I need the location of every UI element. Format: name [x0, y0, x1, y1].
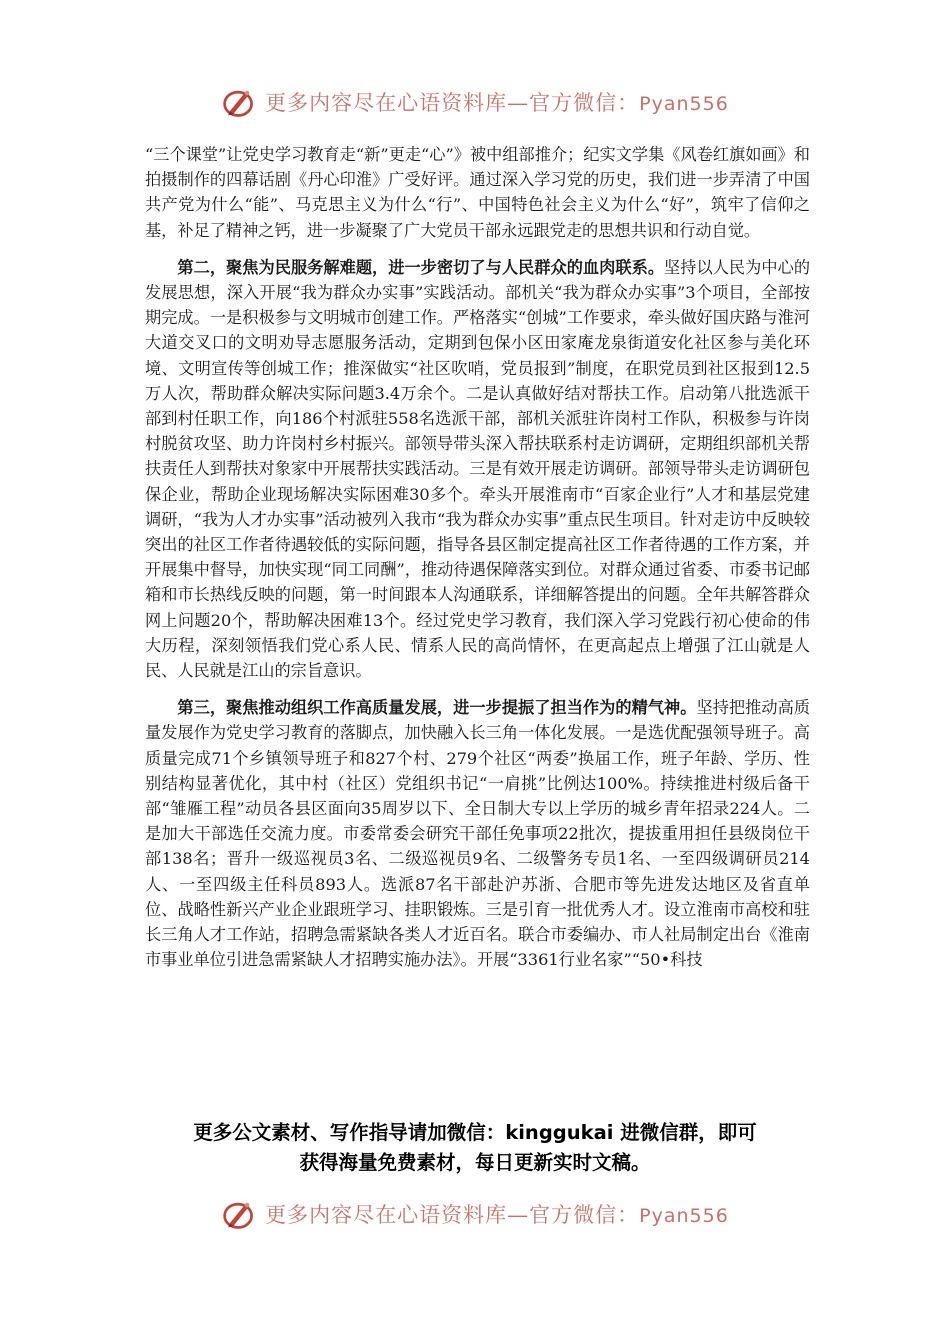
header-banner [0, 80, 950, 124]
banner-text [265, 87, 729, 117]
paragraph-1-body: “三个课堂”让党史学习教育走“新”更走“心”》被中组部推介；纪实文学集《风卷红旗如画》和拍摄制作的四幕话剧《丹心印淮》广受好评。通过深入学习党的历史，我们进一步弄清了中国共产党为什么“能”、马克思主义为什么“行”、中国特色社会主义为什么“好”，筑牢了信仰之基，补足了精神之钙，进一步凝聚了广大党员干部永远跟党走的思想共识和行动自觉。 [145, 145, 810, 240]
banner-account: Pyan556 [639, 93, 729, 115]
promo-line-1: 更多公文素材、写作指导请加微信：kinggukai 进微信群，即可 [193, 1121, 757, 1144]
paragraph-3-body: 坚持把推动高质量发展作为党史学习教育的落脚点，加快融入长三角一体化发展。一是选优配强领导班子。高质量完成71个乡镇领导班子和827个村、279个社区“两委”换届工作，班子年龄、学历、性别结构显著优化，其中村（社区）党组织书记“一肩挑”比例达100%。持续推进村级后备干部“雏雁工程”动员各县区面向35周岁以下、全日制大专以上学历的城乡青年招录224人。二是加大干部选任交流力度。市委常委会研究干部任免事项22批次，提拔重用担任县级岗位干部138名；晋升一级巡视员3名、二级巡视员9名、二级警务专员1名、一至四级调研员214人、一至四级主任科员893人。选派87名干部赴沪苏浙、合肥市等先进发达地区及省直单位、战略性新兴产业企业跟班学习、挂职锻炼。三是引育一批优秀人才。设立淮南市高校和驻长三角人才工作站，招聘急需紧缺各类人才近百名。联合市委编办、市人社局制定出台《淮南市事业单位引进急需紧缺人才招聘实施办法》。开展“3361行业名家”“50•科技 [145, 698, 810, 970]
pen-scroll-logo-icon [221, 84, 257, 120]
promo-line-2: 获得海量免费素材，每日更新实时文稿。 [299, 1151, 651, 1174]
banner-account: Pyan556 [639, 1205, 729, 1227]
paragraph-1 [145, 142, 810, 243]
paragraph-3-lead: 第三，聚焦推动组织工作高质量发展，进一步提振了担当作为的精气神。 [177, 698, 697, 718]
document-body [145, 142, 810, 1116]
banner-text [265, 1199, 729, 1229]
paragraph-2 [145, 255, 810, 683]
paragraph-2-lead: 第二，聚焦为民服务解难题，进一步密切了与人民群众的血肉联系。 [177, 257, 665, 277]
pen-scroll-logo-icon [221, 1196, 257, 1232]
footer-banner [0, 1192, 950, 1236]
banner-label: 更多内容尽在心语资料库—官方微信： [265, 1203, 640, 1227]
paragraph-3 [145, 695, 810, 972]
banner-label: 更多内容尽在心语资料库—官方微信： [265, 91, 640, 115]
document-text-area [145, 142, 810, 1116]
promo-notice [120, 1118, 830, 1178]
paragraph-2-body: 坚持以人民为中心的发展思想，深入开展“我为群众办实事”实践活动。部机关“我为群众办实事”3个项目，全部按期完成。一是积极参与文明城市创建工作。严格落实“创城”工作要求，牵头做好国庆路与淮河大道交叉口的文明劝导志愿服务活动，定期到包保小区田家庵龙泉街道安化社区参与美化环境、文明宣传等创城工作；推深做实“社区吹哨，党员报到”制度，在职党员到社区报到12.5万人次，帮助群众解决实际问题3.4万余个。二是认真做好结对帮扶工作。启动第八批选派干部到村任职工作，向186个村派驻558名选派干部，部机关派驻许岗村工作队，积极参与许岗村脱贫攻坚、助力许岗村乡村振兴。部领导带头深入帮扶联系村走访调研，定期组织部机关帮扶责任人到帮扶对象家中开展帮扶实践活动。三是有效开展走访调研。部领导带头走访调研包保企业，帮助企业现场解决实际困难30多个。牵头开展淮南市“百家企业行”人才和基层党建调研，“我为人才办实事”活动被列入我市“我为群众办实事”重点民生项目。针对走访中反映较突出的社区工作者待遇较低的实际问题，指导各县区制定提高社区工作者待遇的工作方案，并开展集中督导，加快实现“同工同酬”，推动待遇保障落实到位。对群众通过省委、市委书记邮箱和市长热线反映的问题，第一时间跟本人沟通联系，详细解答提出的问题。全年共解答群众网上问题20个，帮助解决困难13个。经过党史学习教育，我们深入学习党践行初心使命的伟大历程，深刻领悟我们党心系人民、情系人民的高尚情怀，在更高起点上增强了江山就是人民、人民就是江山的宗旨意识。 [145, 257, 810, 681]
